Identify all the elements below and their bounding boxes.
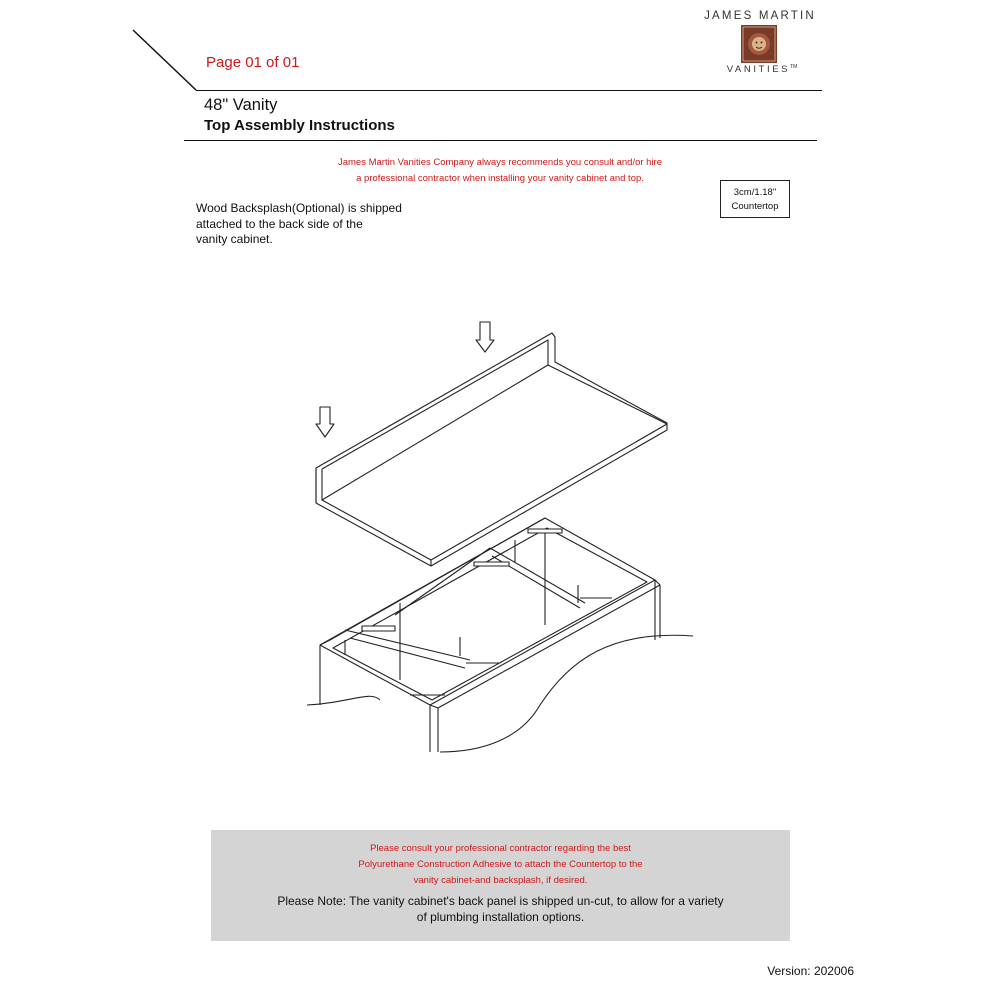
header-rule [196,90,822,91]
page-label: Page 01 of 01 [206,54,300,71]
header-diagonal-line [0,0,1000,100]
brand-name-top: JAMES MARTIN [704,10,816,22]
backsplash-note-line: vanity cabinet. [196,232,273,246]
trademark-mark: TM [790,64,798,70]
plumbing-note-line: of plumbing installation options. [416,909,585,924]
countertop-thickness: 3cm/1.18" [733,187,777,198]
recommendation-line: a professional contractor when installing your vanity cabinet and top. [356,173,644,184]
installation-note-panel [211,830,790,941]
backsplash-note-line: attached to the back side of the [196,216,363,231]
backsplash-note-line: Wood Backsplash(Optional) is shipped [196,201,402,215]
plumbing-note-line: Please Note: The vanity cabinet's back panel is shipped un-cut, to allow for a variety [277,894,724,908]
countertop-with-backsplash [316,333,667,566]
countertop-spec-box [720,180,790,218]
countertop-label: Countertop [731,201,779,212]
recommendation-line: James Martin Vanities Company always recommends you consult and/or hire [337,157,663,168]
adhesive-note-line: vanity cabinet-and backsplash, if desired. [413,875,588,886]
backsplash-note [196,201,416,248]
plumbing-note [211,894,790,925]
lion-logo-icon [741,25,777,63]
title-rule [184,140,817,141]
adhesive-note-line: Polyurethane Construction Adhesive to attach the Countertop to the [358,859,643,870]
assembly-diagram [300,315,700,760]
contractor-recommendation [300,155,700,187]
product-title: 48" Vanity [204,96,278,114]
adhesive-note-line: Please consult your professional contractor regarding the best [370,843,631,854]
brand-name-bottom: VANITIES™ [726,64,798,76]
down-arrow-icon [316,407,334,437]
instructions-title: Top Assembly Instructions [204,117,395,134]
vanity-cabinet [307,518,693,752]
adhesive-note [211,841,790,889]
version-label: Version: 202006 [767,964,854,978]
down-arrow-icon [476,322,494,352]
